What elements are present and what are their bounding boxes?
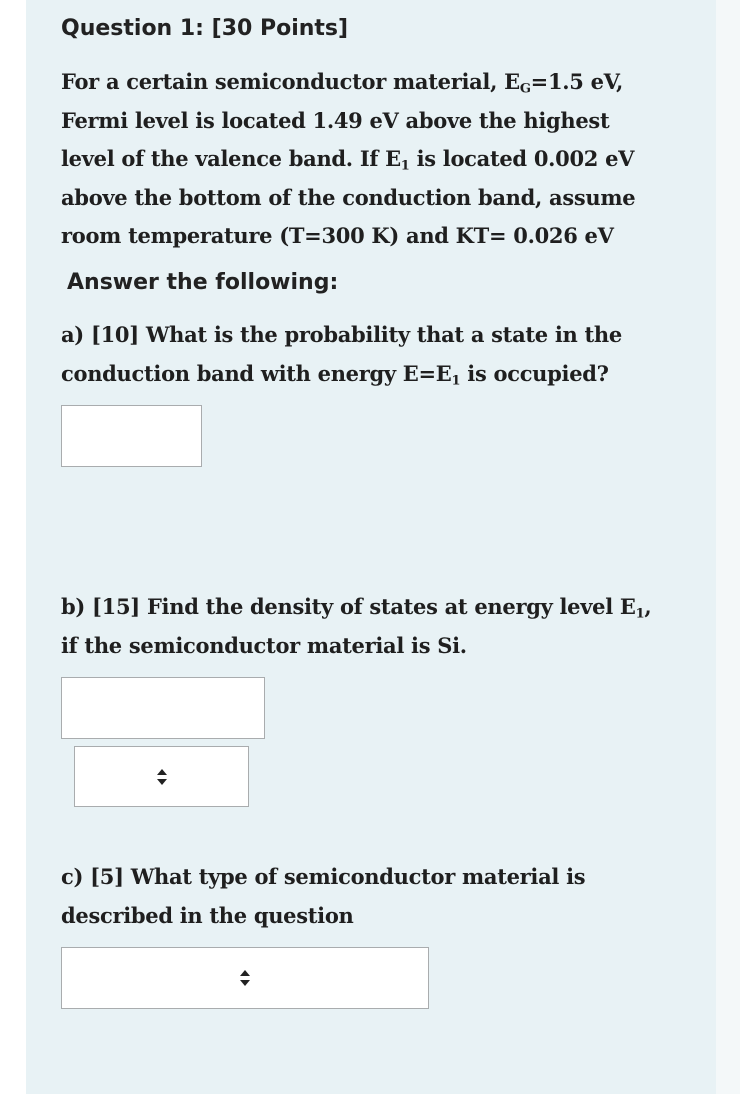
- part-b-unit-select[interactable]: [74, 746, 249, 807]
- part-b-answer-input[interactable]: [61, 677, 265, 739]
- part-c-answer-select[interactable]: [61, 947, 429, 1009]
- part-c-question: c) [5] What type of semiconductor material is described in the question: [61, 864, 586, 928]
- intro-line-3: level of the valence band. If $E_1$ is located 0.002 eV: [61, 146, 635, 174]
- answer-heading: Answer the following:: [67, 270, 339, 295]
- intro-line-2: Fermi level is located 1.49 eV above the highest: [61, 107, 610, 133]
- intro-line-5: room temperature (T=300 K) and KT= 0.026 eV: [61, 223, 614, 248]
- question-intro: [61, 63, 701, 256]
- part-a-question: a) [10] What is the probability that a state in the conduction band with energy $E=E_1$ is occupied?: [61, 322, 622, 388]
- part-a-answer-input[interactable]: [61, 405, 202, 467]
- part-b-question: b) [15] Find the density of states at energy level $E_1$, if the semiconductor material is Si.: [61, 594, 652, 658]
- up-down-arrow-icon: [157, 769, 167, 785]
- scroll-gutter: [716, 0, 740, 1094]
- intro-line-4: above the bottom of the conduction band, assume: [61, 184, 636, 210]
- question-title: Question 1: [30 Points]: [61, 16, 349, 41]
- up-down-arrow-icon: [240, 970, 250, 986]
- intro-line-1: For a certain semiconductor material, $E_G=1.5$ eV,: [61, 69, 624, 97]
- page-bottom: [0, 1094, 740, 1115]
